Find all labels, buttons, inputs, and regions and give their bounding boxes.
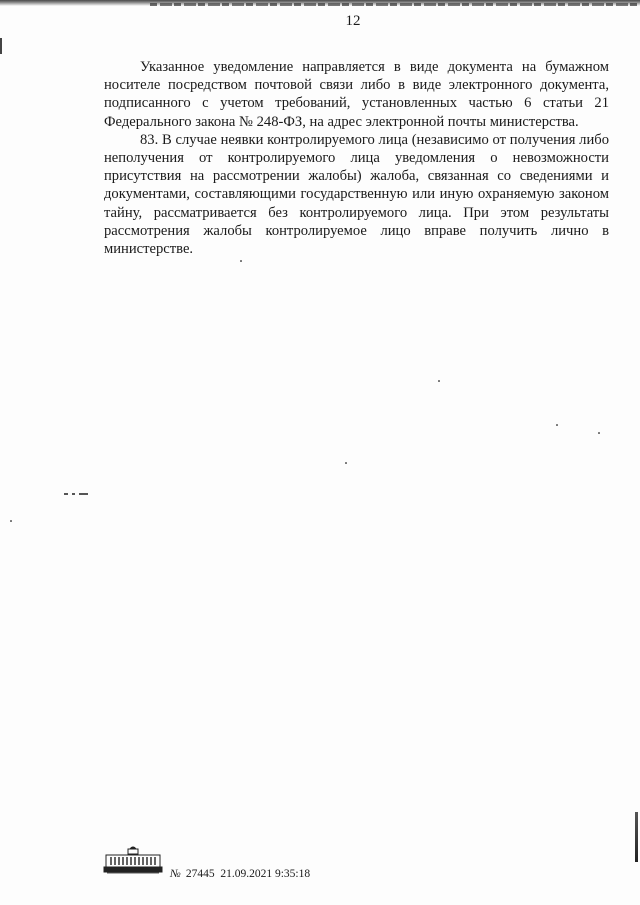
scan-speck [438, 380, 440, 382]
registration-line [170, 868, 310, 880]
scan-top-edge-noise [150, 3, 640, 6]
document-body [104, 58, 609, 258]
scan-speck [556, 424, 558, 426]
registration-datetime: 21.09.2021 9:35:18 [220, 868, 311, 880]
number-sign: № [170, 868, 181, 880]
government-building-icon [103, 845, 163, 875]
scan-right-mark [635, 812, 638, 862]
scan-speck [10, 520, 12, 522]
registration-stamp [103, 845, 423, 885]
registration-number: 27445 [185, 868, 215, 880]
margin-pencil-mark [64, 490, 90, 496]
scan-speck [240, 260, 242, 262]
scan-speck [345, 462, 347, 464]
paragraph-notification: Указанное уведомление направляется в виде документа на бумажном носителе посредством почтовой связи либо в виде электронного документа, подписанного с учетом требований, установленных частью 6 статьи 21 Федерального закона № 248-ФЗ, на адрес электронной почты министерства. [104, 59, 609, 130]
scan-speck [598, 432, 600, 434]
page-number: 12 [345, 13, 361, 29]
scan-left-mark [0, 38, 2, 54]
paragraph-item-83: 83. В случае неявки контролируемого лица (независимо от получения либо неполучения от контролируемого лица уведомления о невозможности присутствия на рассмотрении жалобы) жалоба, связанная со сведениями и документами, составляющими государственную или иную охраняемую законом тайну, рассматривается без контролируемого лица. При этом результаты рассмотрения жалобы контролируемое лицо вправе получить лично в министерстве. [104, 131, 609, 258]
